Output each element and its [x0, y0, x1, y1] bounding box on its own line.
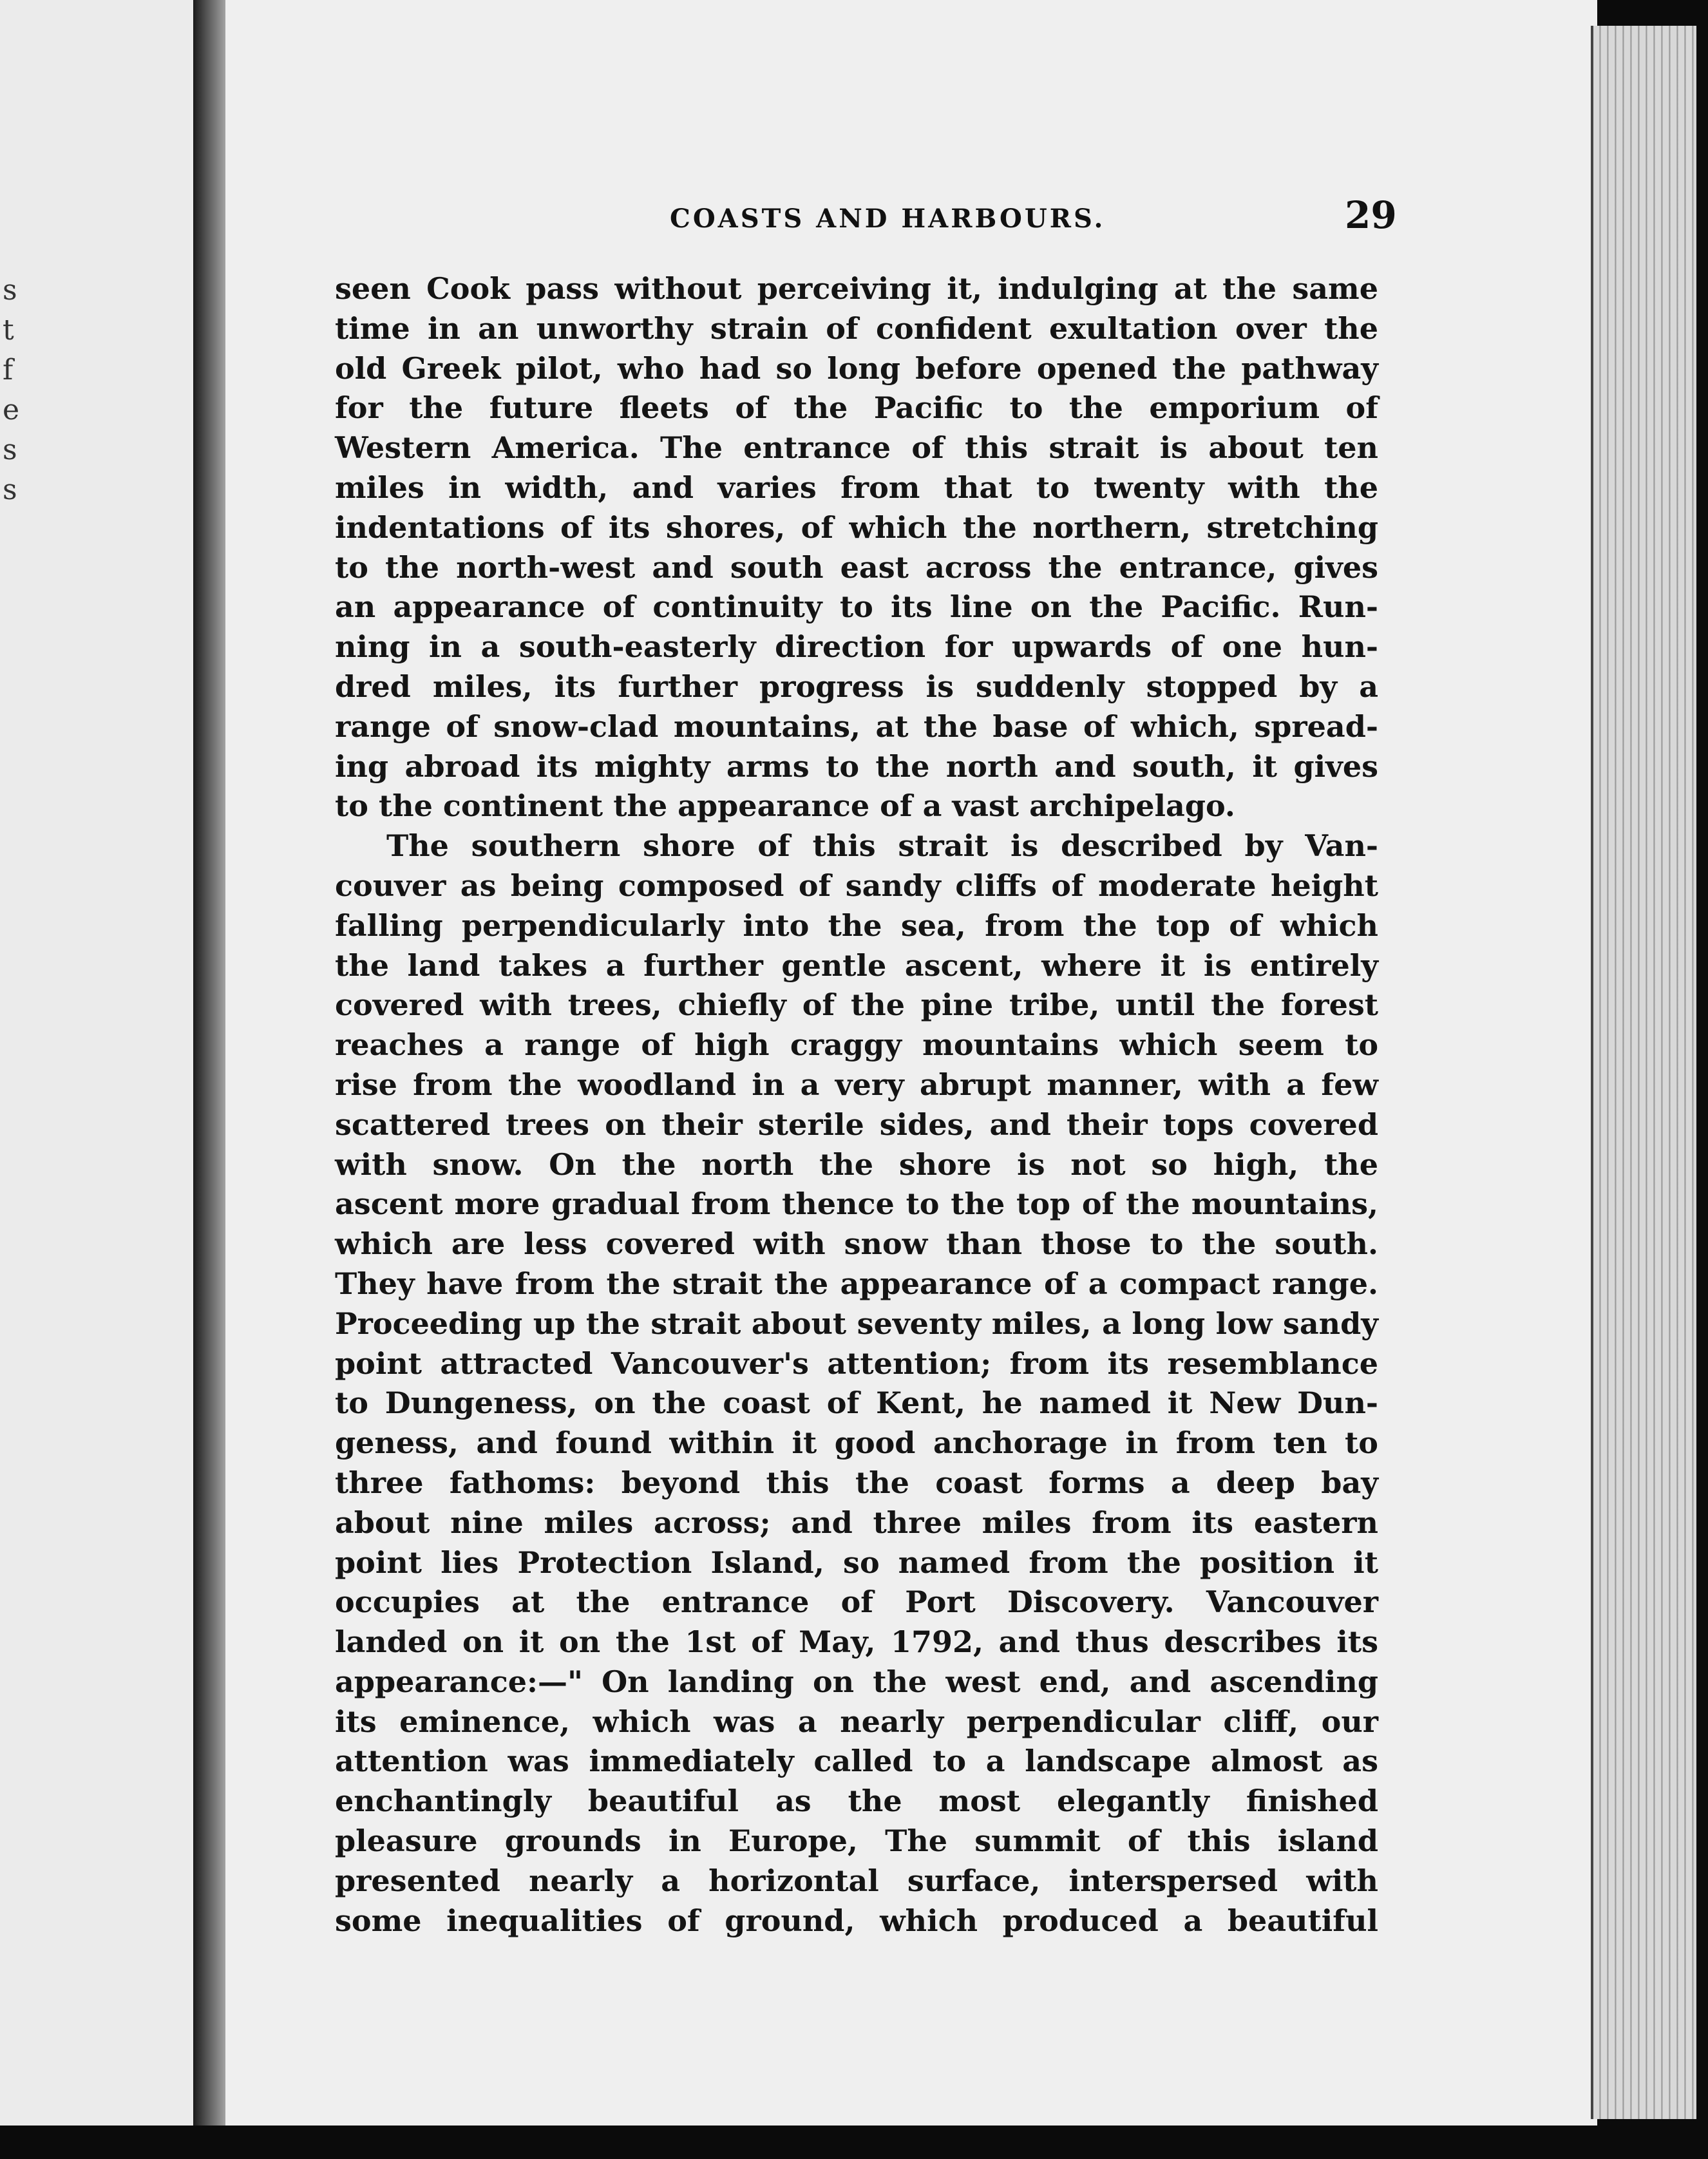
text-line: time in an unworthy strain of confident exultation over the: [335, 310, 1378, 346]
text-line: which are less covered with snow than those to the south.: [335, 1226, 1378, 1262]
text-line: old Greek pilot, who had so long before opened the pathway: [335, 350, 1378, 386]
text-line: presented nearly a horizontal surface, interspersed with: [335, 1863, 1378, 1898]
page-edges-stack: [1591, 26, 1696, 2119]
text-line: attention was immediately called to a landscape almost as: [335, 1744, 1378, 1779]
text-line: three fathoms: beyond this the coast forms a deep bay: [335, 1465, 1378, 1500]
text-line: geness, and found within it good anchorage in from ten to: [335, 1425, 1378, 1461]
text-line: They have from the strait the appearance of a compact range.: [335, 1266, 1378, 1301]
text-line: ascent more gradual from thence to the top of the mountains,: [335, 1186, 1378, 1222]
left-letter: s: [3, 274, 17, 307]
text-line: pleasure grounds in Europe, The summit of this island: [335, 1823, 1378, 1859]
text-line: couver as being composed of sandy cliffs of moderate height: [335, 868, 1378, 903]
left-letter: t: [3, 314, 14, 347]
left-page-letters: [3, 271, 19, 510]
text-line: rise from the woodland in a very abrupt manner, with a few: [335, 1067, 1378, 1102]
text-line: some inequalities of ground, which produced a beautiful: [335, 1903, 1378, 1938]
text-line: point lies Protection Island, so named from the position it: [335, 1545, 1378, 1580]
page-number: 29: [1345, 193, 1397, 237]
text-line: enchantingly beautiful as the most elegantly finished: [335, 1783, 1378, 1819]
text-line: to Dungeness, on the coast of Kent, he named it New Dun-: [335, 1385, 1378, 1421]
text-line: to the continent the appearance of a vast archipelago.: [335, 788, 1235, 824]
running-title: COASTS AND HARBOURS.: [670, 204, 1106, 234]
left-letter: s: [3, 433, 17, 466]
paragraph: [335, 269, 1378, 826]
text-line: occupies at the entrance of Port Discovery. Vancouver: [335, 1584, 1378, 1620]
left-letter: s: [3, 473, 17, 506]
text-line: falling perpendicularly into the sea, from the top of which: [335, 908, 1378, 943]
text-line: its eminence, which was a nearly perpendicular cliff, our: [335, 1704, 1378, 1739]
text-line: Proceeding up the strait about seventy miles, a long low sandy: [335, 1306, 1378, 1341]
text-line: covered with trees, chiefly of the pine tribe, until the forest: [335, 987, 1378, 1023]
left-letter: e: [3, 394, 20, 426]
text-line: indentations of its shores, of which the northern, stretching: [335, 509, 1378, 545]
text-line: to the north-west and south east across the entrance, gives: [335, 549, 1378, 585]
text-line: with snow. On the north the shore is not so high, the: [335, 1146, 1378, 1182]
text-line: an appearance of continuity to its line on the Pacific. Run-: [335, 589, 1378, 625]
text-line: ing abroad its mighty arms to the north and south, it gives: [335, 748, 1378, 784]
text-line: about nine miles across; and three miles from its eastern: [335, 1505, 1378, 1540]
text-line: reaches a range of high craggy mountains which seem to: [335, 1027, 1378, 1063]
paragraph: [335, 826, 1378, 1941]
left-letter: f: [3, 354, 14, 386]
text-line: for the future fleets of the Pacific to the emporium of: [335, 390, 1378, 426]
text-line: seen Cook pass without perceiving it, indulging at the same: [335, 271, 1378, 306]
text-line: Western America. The entrance of this strait is about ten: [335, 430, 1378, 466]
text-line: dred miles, its further progress is suddenly stopped by a: [335, 669, 1378, 704]
text-line: appearance:—" On landing on the west end, and ascending: [335, 1664, 1378, 1699]
text-line: The southern shore of this strait is described by Van-: [386, 828, 1378, 864]
left-page-edge: [0, 0, 209, 2126]
text-line: ning in a south-easterly direction for upwards of one hun-: [335, 629, 1378, 665]
text-line: scattered trees on their sterile sides, and their tops covered: [335, 1107, 1378, 1142]
text-line: landed on it on the 1st of May, 1792, and thus describes its: [335, 1624, 1378, 1660]
text-line: miles in width, and varies from that to twenty with the: [335, 470, 1378, 505]
body-text: [335, 269, 1378, 1941]
text-line: the land takes a further gentle ascent, where it is entirely: [335, 947, 1378, 983]
text-line: point attracted Vancouver's attention; from its resemblance: [335, 1346, 1378, 1381]
text-line: range of snow-clad mountains, at the base of which, spread-: [335, 709, 1378, 744]
